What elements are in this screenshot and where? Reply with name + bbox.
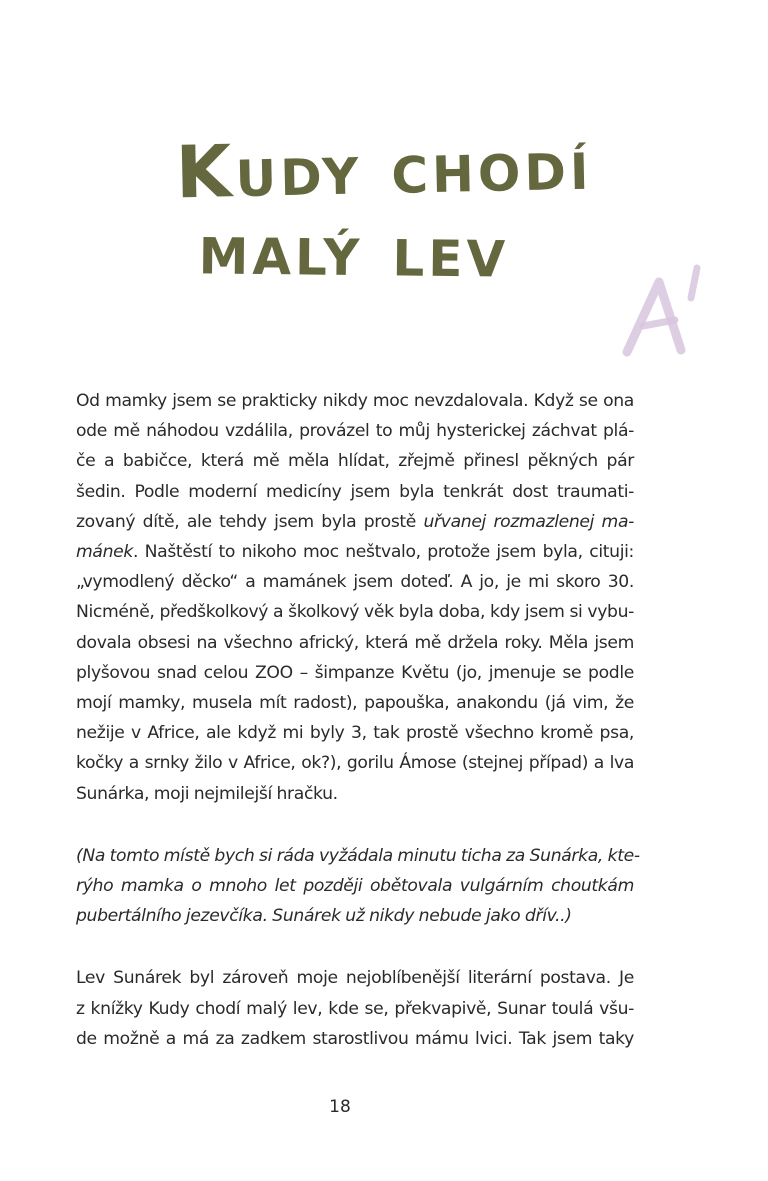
text-run: . Naštěstí to nikoho moc neštvalo, protože jsem byla, cituji: (132, 542, 634, 563)
text-line: de možně a má za zadkem starostlivou mámu lvici. Tak jsem taky (76, 1028, 634, 1049)
text-line: če a babičce, která mě měla hlídat, zřejmě přinesl pěkných pár (76, 451, 634, 472)
paragraph-3 (76, 963, 634, 1054)
text-line: (Na tomto místě bych si ráda vyžádala minutu ticha za Sunárka, kte- (76, 845, 640, 866)
text-line: Sunárka, moji nejmilejší hračku. (76, 783, 338, 804)
text-line (76, 507, 634, 537)
chapter-body (76, 386, 640, 1054)
chapter-title-line-2: malý lev (198, 206, 510, 294)
text-run: zovaný dítě, ale tehdy jsem byla prostě (76, 511, 424, 532)
text-line: „vymodlený děcko“ a mamánek jsem doteď. A jo, je mi skoro 30. (76, 572, 634, 593)
text-line: rýho mamka o mnoho let později obětovala vulgárním choutkám (76, 876, 634, 897)
text-line: mojí mamky, musela mít radost), papouška, anakondu (já vim, že (76, 693, 634, 714)
text-line: Nicméně, předškolkový a školkový věk byla doba, kdy jsem si vybu- (76, 602, 634, 623)
italic-phrase: uřvanej rozmazlenej ma- (423, 511, 634, 532)
decorative-letter-a-icon (615, 248, 725, 368)
text-line: plyšovou snad celou ZOO – šimpanze Květu (jo, jmenuje se podle (76, 662, 634, 683)
text-line: Od mamky jsem se prakticky nikdy moc nevzdalovala. Když se ona (76, 391, 634, 411)
text-line: z knížky Kudy chodí malý lev, kde se, překvapivě, Sunar toulá všu- (76, 998, 634, 1019)
text-line (76, 537, 634, 567)
text-line: ode mě náhodou vzdálila, provázel to můj hysterickej záchvat plá- (76, 421, 634, 442)
text-line: pubertálního jezevčíka. Sunárek už nikdy nebude jako dřív..) (76, 906, 572, 927)
paragraph-1 (76, 386, 634, 809)
chapter-title-line-1: Kudy chodí (174, 121, 594, 215)
paragraph-2 (76, 841, 640, 932)
text-line: Lev Sunárek byl zároveň moje nejoblíbenější literární postava. Je (76, 968, 634, 989)
text-line: dovala obsesi na všechno africký, která mě držela roky. Měla jsem (76, 632, 634, 653)
page-number: 18 (329, 1097, 351, 1117)
text-line: kočky a srnky žilo v Africe, ok?), gorilu Ámose (stejnej případ) a lva (76, 753, 634, 774)
italic-phrase: mánek (76, 542, 133, 563)
text-line: nežije v Africe, ale když mi byly 3, tak prostě všechno kromě psa, (76, 723, 634, 744)
text-line: šedin. Podle moderní medicíny jsem byla tenkrát dost traumati- (76, 481, 634, 502)
